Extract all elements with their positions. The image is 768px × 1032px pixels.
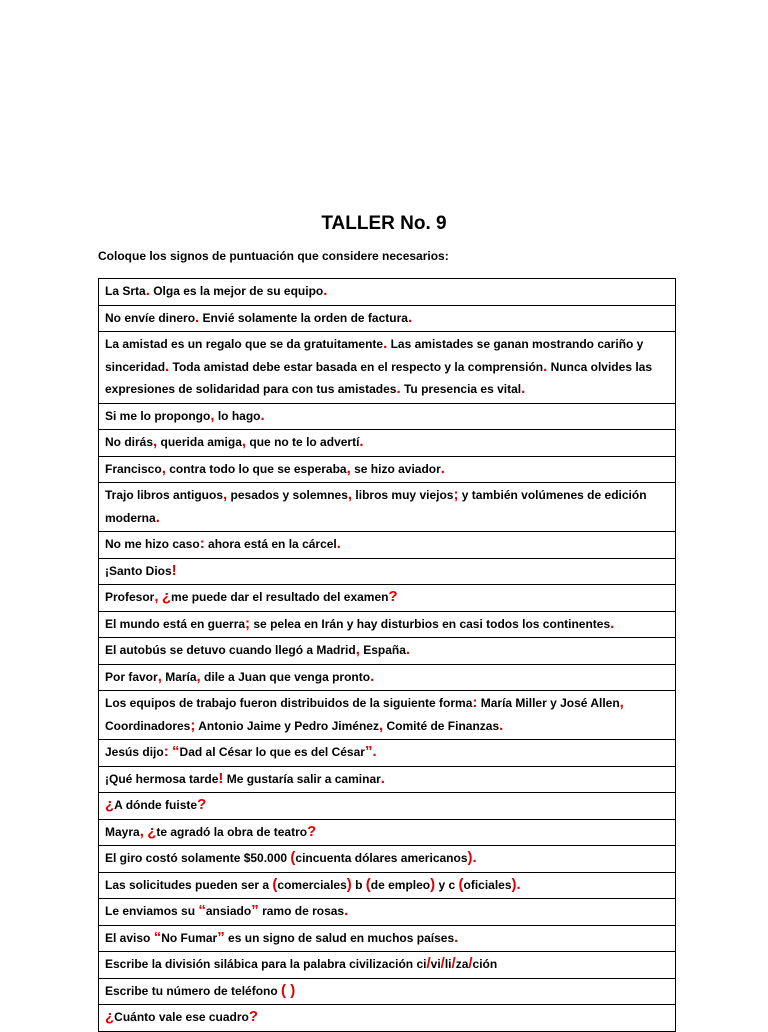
punctuation-mark: / xyxy=(451,955,456,972)
sentence-text: No me hizo caso xyxy=(105,537,200,551)
exercise-sentence xyxy=(99,925,676,952)
punctuation-mark: ( ) xyxy=(281,981,296,999)
sentence-text: ramo de rosas xyxy=(258,904,345,918)
exercise-row xyxy=(99,952,676,979)
punctuation-mark: , xyxy=(619,694,624,711)
exercise-sentence xyxy=(99,483,676,532)
sentence-text: querida amiga xyxy=(157,435,242,449)
punctuation-mark: ¿ xyxy=(161,588,172,605)
exercise-sentence xyxy=(99,305,676,332)
exercise-sentence xyxy=(99,793,676,820)
punctuation-mark: . xyxy=(372,743,377,760)
punctuation-mark: ¿ xyxy=(105,796,115,813)
sentence-text: pesados y solemnes xyxy=(227,488,348,502)
sentence-text: Escribe la división silábica para la palabra civilización ci xyxy=(105,957,427,971)
punctuation-mark: , xyxy=(153,433,158,450)
punctuation-mark: . xyxy=(516,875,521,893)
punctuation-mark: . xyxy=(260,406,265,424)
exercise-row xyxy=(99,332,676,404)
sentence-text: Si me lo propongo xyxy=(105,408,211,423)
sentence-text: comerciales xyxy=(277,877,347,892)
sentence-text: Las solicitudes pueden ser a xyxy=(105,877,273,892)
sentence-text: No Fumar xyxy=(161,930,218,945)
sentence-text: es un signo de salud en muchos países xyxy=(224,930,455,945)
exercise-sentence xyxy=(99,1005,676,1032)
sentence-text: El aviso xyxy=(105,930,154,945)
sentence-text: El mundo está en guerra xyxy=(105,616,246,631)
exercise-row xyxy=(99,532,676,559)
exercise-row xyxy=(99,740,676,767)
punctuation-mark: : xyxy=(199,535,205,552)
exercise-sentence xyxy=(99,740,676,767)
punctuation-mark: . xyxy=(380,769,385,787)
sentence-text: Toda amistad debe estar basada en el respecto y la comprensión xyxy=(169,359,544,374)
sentence-text: ¡Santo Dios xyxy=(105,563,172,578)
punctuation-mark: . xyxy=(440,459,445,477)
sentence-text: Me gustaría salir a caminar xyxy=(223,771,381,786)
sentence-text: za xyxy=(455,957,469,971)
exercise-row xyxy=(99,305,676,332)
exercise-sentence xyxy=(99,978,676,1005)
exercise-sentence xyxy=(99,332,676,404)
punctuation-mark: . xyxy=(359,433,364,450)
exercise-sentence xyxy=(99,819,676,846)
exercise-sentence xyxy=(99,403,676,430)
punctuation-mark: ) xyxy=(467,849,473,866)
punctuation-mark: , xyxy=(378,716,384,734)
sentence-text: y también volúmenes de edición moderna xyxy=(105,488,647,525)
exercise-row xyxy=(99,819,676,846)
sentence-text: ahora está en la cárcel xyxy=(204,537,337,551)
sentence-text: Coordinadores xyxy=(105,718,191,733)
punctuation-mark: / xyxy=(426,955,431,972)
punctuation-mark: : xyxy=(163,743,169,760)
sentence-text: que no te lo advertí xyxy=(246,435,360,449)
sentence-text: Tu presencia es vital xyxy=(400,382,522,396)
sentence-text: vi xyxy=(430,957,441,971)
sentence-text: de empleo xyxy=(370,877,431,892)
exercise-row xyxy=(99,558,676,585)
punctuation-mark: . xyxy=(155,508,160,526)
exercise-row xyxy=(99,978,676,1005)
sentence-text: Francisco xyxy=(105,461,162,476)
punctuation-mark: “ xyxy=(172,743,180,760)
sentence-text: María Miller y José Allen xyxy=(477,696,620,710)
punctuation-mark: ¿ xyxy=(147,822,157,840)
sentence-text: Mayra xyxy=(105,824,140,839)
sentence-text: libros muy viejos xyxy=(352,488,454,502)
exercise-sentence xyxy=(99,952,676,979)
punctuation-mark: / xyxy=(440,955,445,972)
sentence-text: Trajo libros antiguos xyxy=(105,488,224,502)
sentence-text: se pelea en Irán y hay disturbios en casi todos los continentes xyxy=(250,616,611,631)
punctuation-mark: “ xyxy=(198,902,206,919)
exercise-sentence xyxy=(99,691,676,740)
sentence-text: ansiado xyxy=(205,904,252,918)
punctuation-mark: , xyxy=(347,486,353,503)
punctuation-mark: , xyxy=(196,667,201,685)
punctuation-mark: ) xyxy=(346,875,352,893)
punctuation-mark: , xyxy=(241,433,247,450)
sentence-text: Cuánto vale ese cuadro xyxy=(114,1010,249,1024)
sentence-text: El autobús se detuvo cuando llegó a Madrid xyxy=(105,643,356,657)
sentence-text: No envíe dinero xyxy=(105,310,196,325)
exercise-row xyxy=(99,846,676,873)
punctuation-mark: / xyxy=(468,955,473,972)
sentence-text: La Srta xyxy=(105,284,146,298)
punctuation-mark: . xyxy=(543,357,548,375)
punctuation-mark: . xyxy=(195,308,200,326)
exercise-row xyxy=(99,872,676,899)
punctuation-mark: ? xyxy=(307,822,317,840)
sentence-text: A dónde fuiste xyxy=(114,798,198,812)
punctuation-mark: , xyxy=(346,459,351,477)
sentence-text: me puede dar el resultado del examen xyxy=(171,590,389,604)
page-title: TALLER No. 9 xyxy=(321,213,447,234)
punctuation-mark: , xyxy=(139,822,144,840)
punctuation-mark: ) xyxy=(430,875,436,893)
punctuation-mark: . xyxy=(383,335,388,352)
exercise-sentence xyxy=(99,638,676,665)
sentence-text: Por favor xyxy=(105,669,158,684)
sentence-text: España xyxy=(359,643,406,657)
punctuation-mark: ? xyxy=(248,1008,259,1025)
punctuation-mark: . xyxy=(396,380,401,397)
sentence-text: Comité de Finanzas xyxy=(383,718,500,733)
punctuation-mark: ( xyxy=(290,849,296,866)
punctuation-mark: . xyxy=(344,902,349,919)
punctuation-mark: , xyxy=(161,459,166,477)
punctuation-mark: ¿ xyxy=(105,1008,115,1025)
sentence-text: Escribe tu número de teléfono xyxy=(105,983,282,998)
punctuation-mark: “ xyxy=(153,928,162,946)
punctuation-mark: ! xyxy=(171,561,177,579)
sentence-text: María xyxy=(161,669,197,684)
punctuation-mark: ( xyxy=(272,875,278,893)
sentence-text: ¡Qué hermosa tarde xyxy=(105,771,219,786)
sentence-text: te agradó la obra de teatro xyxy=(156,824,308,839)
sentence-text: Nunca olvides las expresiones de solidaridad para con tus amistades xyxy=(105,359,653,396)
sentence-text: No dirás xyxy=(105,435,154,449)
punctuation-mark: . xyxy=(521,380,526,397)
sentence-text: La amistad es un regalo que se da gratuitamente xyxy=(105,337,384,351)
punctuation-mark: ; xyxy=(190,716,196,734)
punctuation-mark: . xyxy=(610,614,615,632)
exercise-row xyxy=(99,430,676,457)
punctuation-mark: ! xyxy=(218,769,224,787)
punctuation-mark: ; xyxy=(453,486,459,503)
sentence-text: Profesor xyxy=(105,590,155,604)
sentence-text: Envié solamente la orden de factura xyxy=(199,310,408,325)
sentence-text: dile a Juan que venga pronto xyxy=(200,669,371,684)
sentence-text: Le enviamos su xyxy=(105,904,199,918)
punctuation-mark: ” xyxy=(364,743,373,760)
sentence-text: Dad al César lo que es del César xyxy=(179,745,365,759)
exercise-table xyxy=(98,278,676,1032)
exercise-row xyxy=(99,766,676,793)
punctuation-mark: , xyxy=(223,486,228,503)
exercise-sentence xyxy=(99,899,676,926)
exercise-row xyxy=(99,691,676,740)
punctuation-mark: , xyxy=(157,667,162,685)
exercise-row xyxy=(99,456,676,483)
exercise-sentence xyxy=(99,766,676,793)
exercise-sentence xyxy=(99,872,676,899)
sentence-text: Olga es la mejor de su equipo xyxy=(149,284,324,298)
sentence-text: Los equipos de trabajo fueron distribuidos de la siguiente forma xyxy=(105,696,473,710)
exercise-sentence xyxy=(99,456,676,483)
punctuation-mark: ; xyxy=(245,614,251,632)
sentence-text: oficiales xyxy=(463,877,512,892)
sentence-text: lo hago xyxy=(214,408,261,423)
exercise-row xyxy=(99,611,676,638)
exercise-row xyxy=(99,1005,676,1032)
punctuation-mark: ? xyxy=(197,796,207,813)
exercise-sentence xyxy=(99,558,676,585)
punctuation-mark: ( xyxy=(458,875,464,893)
exercise-row xyxy=(99,638,676,665)
exercise-row xyxy=(99,483,676,532)
exercise-sentence xyxy=(99,532,676,559)
exercise-row xyxy=(99,403,676,430)
punctuation-mark: ? xyxy=(388,588,398,605)
exercise-row xyxy=(99,925,676,952)
punctuation-mark: ” xyxy=(217,928,225,946)
exercise-sentence xyxy=(99,585,676,612)
punctuation-mark: . xyxy=(454,928,459,946)
punctuation-mark: ) xyxy=(511,875,517,893)
punctuation-mark: ( xyxy=(365,875,371,893)
exercise-sentence xyxy=(99,430,676,457)
punctuation-mark: . xyxy=(472,849,477,866)
sentence-text: se hizo aviador xyxy=(350,461,441,476)
punctuation-mark: : xyxy=(472,694,478,711)
exercise-row xyxy=(99,664,676,691)
punctuation-mark: . xyxy=(370,667,375,685)
exercise-row xyxy=(99,585,676,612)
exercise-sentence xyxy=(99,846,676,873)
punctuation-mark: . xyxy=(145,282,150,299)
exercise-sentence xyxy=(99,664,676,691)
exercise-sentence xyxy=(99,279,676,306)
sentence-text: El giro costó solamente $50.000 xyxy=(105,851,291,865)
punctuation-mark: . xyxy=(323,282,328,299)
exercise-row xyxy=(99,793,676,820)
punctuation-mark: . xyxy=(499,716,504,734)
punctuation-mark: , xyxy=(355,641,360,658)
punctuation-mark: , xyxy=(154,588,159,605)
sentence-text: b xyxy=(351,877,366,892)
sentence-text: contra todo lo que se esperaba xyxy=(165,461,347,476)
sentence-text: cincuenta dólares americanos xyxy=(295,851,468,865)
sentence-text: Las amistades se ganan mostrando cariño y sinceridad xyxy=(105,337,644,374)
exercise-row xyxy=(99,279,676,306)
punctuation-mark: . xyxy=(407,308,413,326)
punctuation-mark: , xyxy=(210,406,215,424)
punctuation-mark: . xyxy=(336,535,341,552)
exercise-row xyxy=(99,899,676,926)
punctuation-mark: . xyxy=(165,357,170,375)
sentence-text: Jesús dijo xyxy=(105,745,164,759)
instruction-text: Coloque los signos de puntuación que considere necesarios: xyxy=(98,249,449,263)
punctuation-mark: . xyxy=(405,641,411,658)
exercise-sentence xyxy=(99,611,676,638)
sentence-text: li xyxy=(444,957,452,971)
sentence-text: y c xyxy=(435,877,459,892)
sentence-text: ción xyxy=(472,957,498,971)
sentence-text: Antonio Jaime y Pedro Jiménez xyxy=(195,718,379,733)
punctuation-mark: ” xyxy=(251,902,259,919)
